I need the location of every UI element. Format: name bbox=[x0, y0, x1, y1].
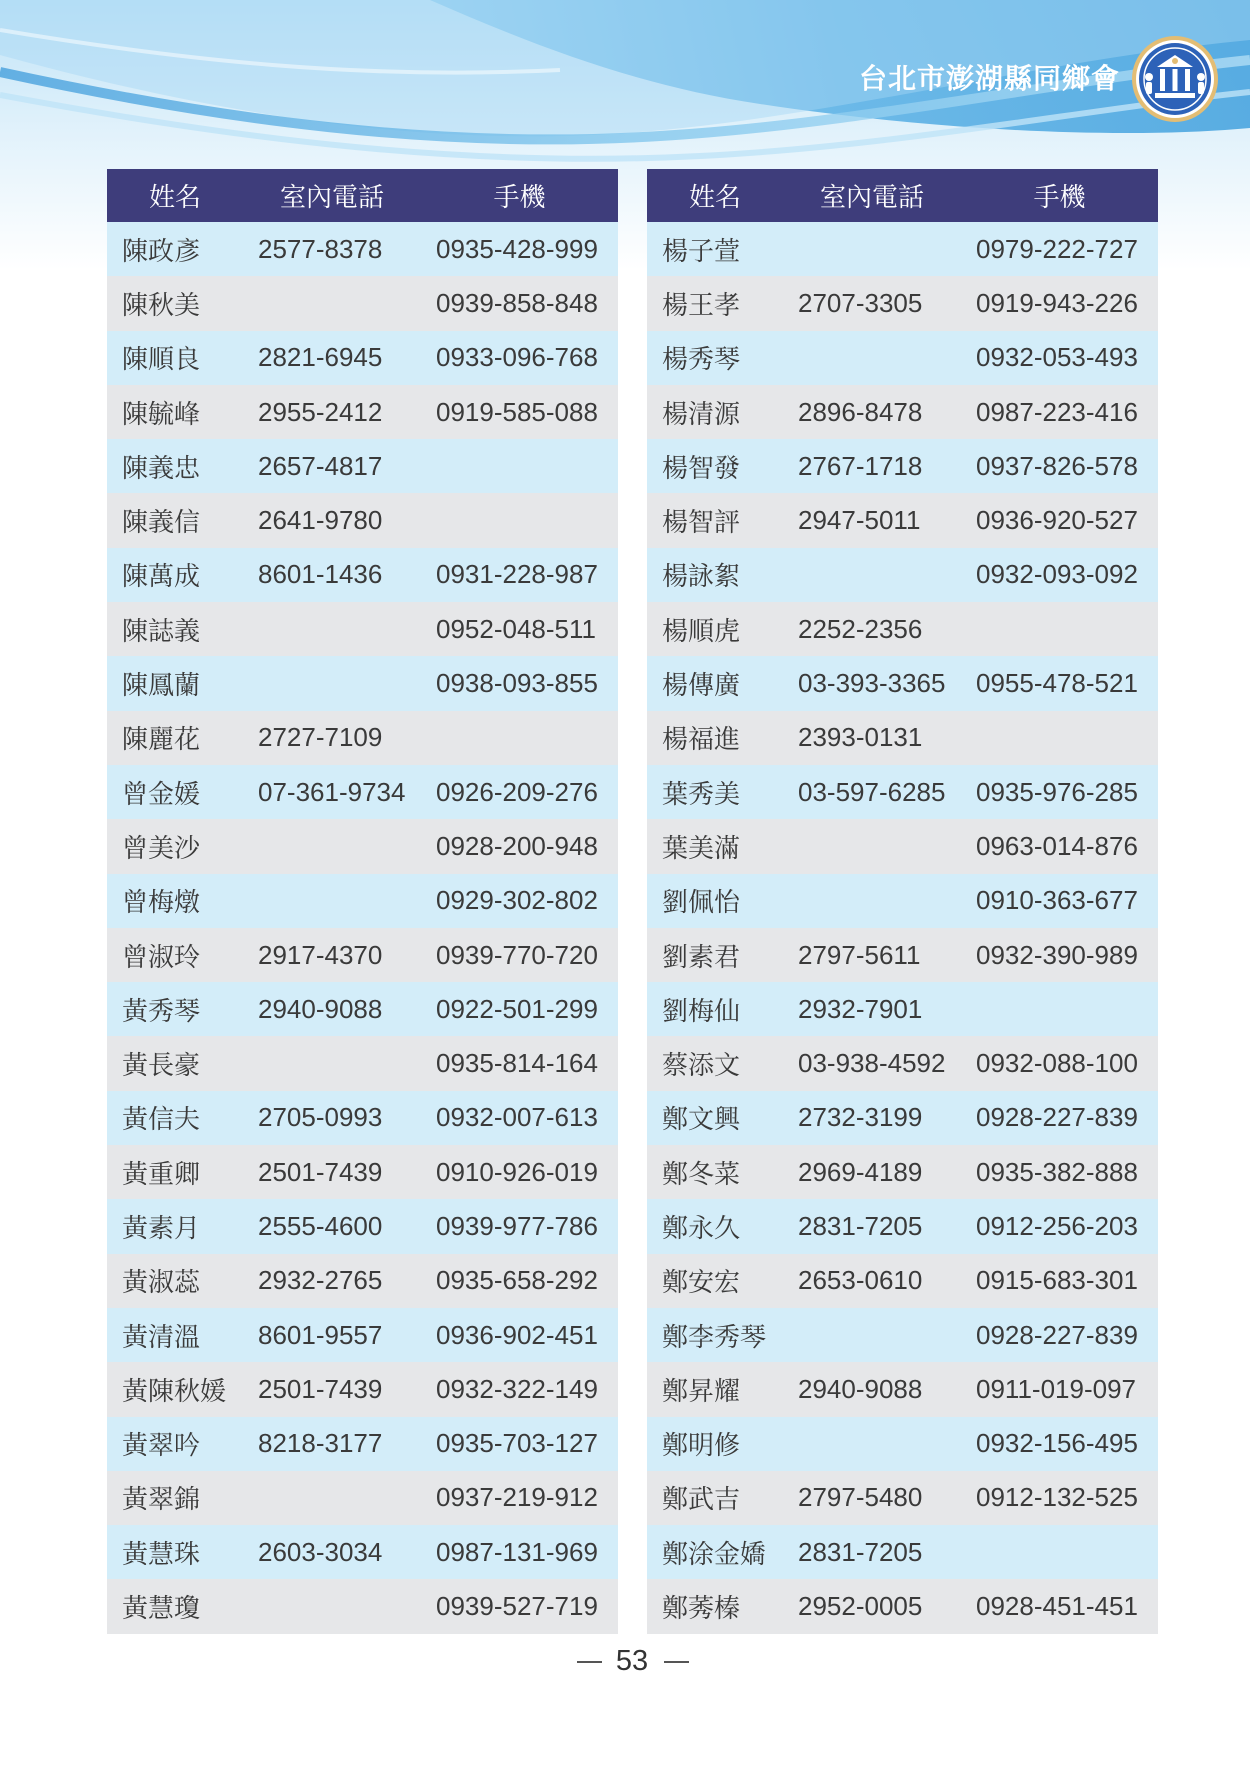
table-body bbox=[107, 222, 618, 1634]
table-row bbox=[107, 1254, 618, 1308]
table-row bbox=[107, 656, 618, 710]
mobile-cell: 0932-390-989 bbox=[976, 939, 1138, 970]
table-row bbox=[647, 439, 1158, 493]
table-row bbox=[107, 928, 618, 982]
table-row bbox=[647, 1362, 1158, 1416]
table-row bbox=[647, 874, 1158, 928]
name-cell: 曾美沙 bbox=[122, 832, 201, 863]
table-row bbox=[647, 602, 1158, 656]
table-row bbox=[107, 711, 618, 765]
tel-cell: 2940-9088 bbox=[258, 993, 383, 1024]
table-row bbox=[107, 222, 618, 276]
name-cell: 楊清源 bbox=[662, 398, 741, 429]
table-row bbox=[107, 1145, 618, 1199]
directory-table-left bbox=[107, 169, 618, 1634]
mobile-cell: 0928-451-451 bbox=[976, 1591, 1138, 1622]
mobile-cell: 0928-200-948 bbox=[436, 830, 598, 861]
column-header-mobile: 手機 bbox=[493, 182, 546, 212]
tel-cell: 2705-0993 bbox=[258, 1102, 383, 1133]
name-cell: 陳鳳蘭 bbox=[122, 670, 201, 701]
mobile-cell: 0939-527-719 bbox=[436, 1591, 598, 1622]
name-cell: 曾金媛 bbox=[122, 778, 201, 809]
table-row bbox=[647, 1471, 1158, 1525]
table-row bbox=[107, 765, 618, 819]
column-header-tel: 室內電話 bbox=[279, 182, 384, 212]
tel-cell: 2727-7109 bbox=[258, 722, 383, 753]
table-row bbox=[107, 1525, 618, 1579]
name-cell: 楊詠絮 bbox=[662, 561, 741, 592]
tel-cell: 2577-8378 bbox=[258, 233, 383, 264]
name-cell: 鄭安宏 bbox=[662, 1267, 741, 1298]
table-row bbox=[107, 602, 618, 656]
mobile-cell: 0939-977-786 bbox=[436, 1210, 598, 1241]
name-cell: 楊王孝 bbox=[662, 289, 741, 320]
table-header bbox=[647, 169, 1158, 222]
tel-cell: 2252-2356 bbox=[798, 613, 923, 644]
table-row bbox=[647, 331, 1158, 385]
table-row bbox=[647, 1091, 1158, 1145]
name-cell: 鄭永久 bbox=[662, 1212, 741, 1243]
name-cell: 鄭李秀琴 bbox=[662, 1321, 767, 1352]
table-row bbox=[647, 1579, 1158, 1633]
name-cell: 陳麗花 bbox=[122, 724, 201, 755]
name-cell: 黃秀琴 bbox=[122, 995, 201, 1026]
name-cell: 陳順良 bbox=[122, 344, 201, 375]
tel-cell: 8601-1436 bbox=[258, 559, 383, 590]
tel-cell: 2603-3034 bbox=[258, 1536, 383, 1567]
mobile-cell: 0939-770-720 bbox=[436, 939, 598, 970]
tel-cell: 2952-0005 bbox=[798, 1591, 923, 1622]
table-row bbox=[107, 982, 618, 1036]
mobile-cell: 0938-093-855 bbox=[436, 668, 598, 699]
mobile-cell: 0912-132-525 bbox=[976, 1482, 1138, 1513]
name-cell: 陳誌義 bbox=[122, 615, 201, 646]
tel-cell: 2940-9088 bbox=[798, 1373, 923, 1404]
table-row bbox=[647, 1525, 1158, 1579]
column-header-name: 姓名 bbox=[148, 182, 201, 212]
table-row bbox=[647, 1036, 1158, 1090]
mobile-cell: 0922-501-299 bbox=[436, 993, 598, 1024]
table-row bbox=[107, 276, 618, 330]
tel-cell: 8218-3177 bbox=[258, 1428, 383, 1459]
mobile-cell: 0928-227-839 bbox=[976, 1102, 1138, 1133]
name-cell: 楊順虎 bbox=[662, 615, 741, 646]
name-cell: 鄭涂金嬌 bbox=[662, 1538, 767, 1569]
tel-cell: 2955-2412 bbox=[258, 396, 383, 427]
tel-cell: 03-393-3365 bbox=[798, 668, 946, 699]
table-row bbox=[107, 1199, 618, 1253]
mobile-cell: 0935-382-888 bbox=[976, 1156, 1138, 1187]
tel-cell: 2831-7205 bbox=[798, 1210, 923, 1241]
table-row bbox=[647, 1254, 1158, 1308]
name-cell: 鄭昇耀 bbox=[662, 1375, 741, 1406]
table-body bbox=[647, 222, 1158, 1634]
name-cell: 陳義信 bbox=[122, 507, 201, 538]
name-cell: 黃信夫 bbox=[122, 1104, 201, 1135]
table-row bbox=[107, 1308, 618, 1362]
table-row bbox=[107, 819, 618, 873]
column-header-mobile: 手機 bbox=[1033, 182, 1086, 212]
tel-cell: 2501-7439 bbox=[258, 1156, 383, 1187]
tel-cell: 2767-1718 bbox=[798, 450, 923, 481]
mobile-cell: 0936-920-527 bbox=[976, 505, 1138, 536]
tel-cell: 2932-7901 bbox=[798, 993, 923, 1024]
mobile-cell: 0932-053-493 bbox=[976, 342, 1138, 373]
name-cell: 鄭明修 bbox=[662, 1430, 741, 1461]
mobile-cell: 0939-858-848 bbox=[436, 287, 598, 318]
table-row bbox=[647, 1308, 1158, 1362]
table-row bbox=[107, 1091, 618, 1145]
table-row bbox=[107, 874, 618, 928]
table-row bbox=[107, 1417, 618, 1471]
table-row bbox=[647, 765, 1158, 819]
mobile-cell: 0932-322-149 bbox=[436, 1373, 598, 1404]
tel-cell: 07-361-9734 bbox=[258, 776, 406, 807]
name-cell: 黃慧珠 bbox=[122, 1538, 201, 1569]
name-cell: 陳秋美 bbox=[122, 289, 201, 320]
table-row bbox=[107, 1471, 618, 1525]
table-row bbox=[647, 819, 1158, 873]
name-cell: 葉美滿 bbox=[662, 832, 741, 863]
tel-cell: 2707-3305 bbox=[798, 287, 923, 318]
column-header-tel: 室內電話 bbox=[819, 182, 924, 212]
tel-cell: 2641-9780 bbox=[258, 505, 383, 536]
name-cell: 楊子萱 bbox=[662, 235, 741, 266]
name-cell: 鄭文興 bbox=[662, 1104, 741, 1135]
tel-cell: 2821-6945 bbox=[258, 342, 383, 373]
mobile-cell: 0937-219-912 bbox=[436, 1482, 598, 1513]
table-row bbox=[647, 656, 1158, 710]
mobile-cell: 0910-363-677 bbox=[976, 885, 1138, 916]
table-row bbox=[107, 439, 618, 493]
association-title: 台北市澎湖縣同鄉會 bbox=[858, 63, 1120, 94]
table-row bbox=[647, 493, 1158, 547]
name-cell: 黃翠吟 bbox=[122, 1430, 201, 1461]
table-row bbox=[107, 1579, 618, 1633]
table-row bbox=[647, 928, 1158, 982]
name-cell: 黃慧瓊 bbox=[122, 1593, 201, 1624]
mobile-cell: 0915-683-301 bbox=[976, 1265, 1138, 1296]
mobile-cell: 0935-703-127 bbox=[436, 1428, 598, 1459]
mobile-cell: 0937-826-578 bbox=[976, 450, 1138, 481]
table-row bbox=[107, 331, 618, 385]
tel-cell: 2797-5480 bbox=[798, 1482, 923, 1513]
name-cell: 曾淑玲 bbox=[122, 941, 201, 972]
name-cell: 黃翠錦 bbox=[122, 1484, 201, 1515]
name-cell: 鄭武吉 bbox=[662, 1484, 741, 1515]
directory-table-right bbox=[647, 169, 1158, 1634]
name-cell: 楊智發 bbox=[662, 452, 741, 483]
name-cell: 黃清溫 bbox=[122, 1321, 201, 1352]
table-row bbox=[647, 548, 1158, 602]
name-cell: 曾梅燉 bbox=[122, 887, 201, 918]
table-row bbox=[647, 385, 1158, 439]
name-cell: 鄭莠榛 bbox=[662, 1593, 741, 1624]
mobile-cell: 0932-156-495 bbox=[976, 1428, 1138, 1459]
table-row bbox=[647, 982, 1158, 1036]
name-cell: 劉梅仙 bbox=[662, 995, 741, 1026]
association-emblem-icon bbox=[1131, 35, 1219, 123]
tel-cell: 03-597-6285 bbox=[798, 776, 946, 807]
mobile-cell: 0912-256-203 bbox=[976, 1210, 1138, 1241]
mobile-cell: 0932-088-100 bbox=[976, 1048, 1138, 1079]
name-cell: 楊傳廣 bbox=[662, 670, 741, 701]
mobile-cell: 0955-478-521 bbox=[976, 668, 1138, 699]
name-cell: 黃素月 bbox=[122, 1212, 201, 1243]
name-cell: 楊智評 bbox=[662, 507, 741, 538]
mobile-cell: 0987-223-416 bbox=[976, 396, 1138, 427]
mobile-cell: 0933-096-768 bbox=[436, 342, 598, 373]
table-row bbox=[107, 493, 618, 547]
name-cell: 黃重卿 bbox=[122, 1158, 201, 1189]
mobile-cell: 0926-209-276 bbox=[436, 776, 598, 807]
table-header bbox=[107, 169, 618, 222]
table-row bbox=[107, 385, 618, 439]
mobile-cell: 0919-585-088 bbox=[436, 396, 598, 427]
tel-cell: 8601-9557 bbox=[258, 1319, 383, 1350]
name-cell: 鄭冬菜 bbox=[662, 1158, 741, 1189]
table-row bbox=[647, 711, 1158, 765]
tel-cell: 2501-7439 bbox=[258, 1373, 383, 1404]
mobile-cell: 0935-658-292 bbox=[436, 1265, 598, 1296]
mobile-cell: 0932-007-613 bbox=[436, 1102, 598, 1133]
mobile-cell: 0931-228-987 bbox=[436, 559, 598, 590]
mobile-cell: 0919-943-226 bbox=[976, 287, 1138, 318]
table-row bbox=[107, 1362, 618, 1416]
name-cell: 黃長豪 bbox=[122, 1050, 201, 1081]
mobile-cell: 0911-019-097 bbox=[976, 1373, 1136, 1404]
name-cell: 陳毓峰 bbox=[122, 398, 201, 429]
name-cell: 黃淑蕊 bbox=[122, 1267, 201, 1298]
tel-cell: 2932-2765 bbox=[258, 1265, 383, 1296]
tel-cell: 2732-3199 bbox=[798, 1102, 923, 1133]
table-row bbox=[647, 1145, 1158, 1199]
table-row bbox=[107, 1036, 618, 1090]
name-cell: 陳萬成 bbox=[122, 561, 201, 592]
tel-cell: 2555-4600 bbox=[258, 1210, 383, 1241]
name-cell: 楊秀琴 bbox=[662, 344, 741, 375]
table-row bbox=[107, 548, 618, 602]
table-row bbox=[647, 1199, 1158, 1253]
name-cell: 陳義忠 bbox=[122, 452, 201, 483]
mobile-cell: 0952-048-511 bbox=[436, 613, 596, 644]
mobile-cell: 0963-014-876 bbox=[976, 830, 1138, 861]
tel-cell: 2917-4370 bbox=[258, 939, 383, 970]
mobile-cell: 0929-302-802 bbox=[436, 885, 598, 916]
mobile-cell: 0979-222-727 bbox=[976, 233, 1138, 264]
mobile-cell: 0987-131-969 bbox=[436, 1536, 598, 1567]
name-cell: 劉素君 bbox=[662, 941, 741, 972]
name-cell: 葉秀美 bbox=[662, 778, 741, 809]
mobile-cell: 0910-926-019 bbox=[436, 1156, 598, 1187]
table-row bbox=[647, 276, 1158, 330]
mobile-cell: 0932-093-092 bbox=[976, 559, 1138, 590]
tel-cell: 2831-7205 bbox=[798, 1536, 923, 1567]
mobile-cell: 0928-227-839 bbox=[976, 1319, 1138, 1350]
mobile-cell: 0936-902-451 bbox=[436, 1319, 598, 1350]
mobile-cell: 0935-814-164 bbox=[436, 1048, 598, 1079]
tel-cell: 2393-0131 bbox=[798, 722, 923, 753]
tel-cell: 03-938-4592 bbox=[798, 1048, 946, 1079]
mobile-cell: 0935-428-999 bbox=[436, 233, 598, 264]
tel-cell: 2657-4817 bbox=[258, 450, 383, 481]
tel-cell: 2896-8478 bbox=[798, 396, 923, 427]
name-cell: 陳政彥 bbox=[122, 235, 201, 266]
name-cell: 劉佩怡 bbox=[662, 887, 741, 918]
name-cell: 楊福進 bbox=[662, 724, 741, 755]
page-number: 53 bbox=[615, 1645, 649, 1677]
mobile-cell: 0935-976-285 bbox=[976, 776, 1138, 807]
tel-cell: 2969-4189 bbox=[798, 1156, 923, 1187]
column-header-name: 姓名 bbox=[688, 182, 741, 212]
name-cell: 黃陳秋媛 bbox=[122, 1375, 227, 1406]
name-cell: 蔡添文 bbox=[662, 1050, 741, 1081]
tel-cell: 2947-5011 bbox=[798, 505, 921, 536]
tel-cell: 2653-0610 bbox=[798, 1265, 923, 1296]
page-number-dash bbox=[664, 1661, 689, 1663]
table-row bbox=[647, 1417, 1158, 1471]
table-row bbox=[647, 222, 1158, 276]
tel-cell: 2797-5611 bbox=[798, 939, 921, 970]
